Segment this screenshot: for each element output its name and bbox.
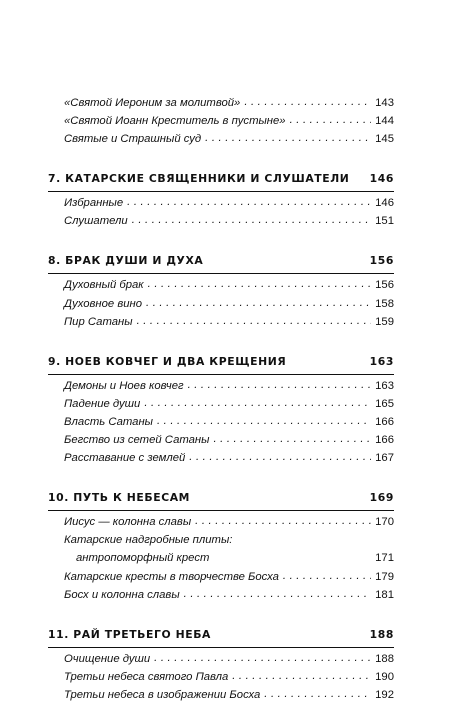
- toc-entry-page: 188: [375, 652, 394, 665]
- toc-entry[interactable]: [48, 531, 394, 567]
- toc-entry-title: Катарские кресты в творчестве Босха: [64, 570, 279, 583]
- toc-entry-title: Третьи небеса в изображении Босха: [64, 688, 261, 701]
- dot-leader: [189, 448, 371, 466]
- toc-entry-title: Босх и колонна славы: [64, 588, 180, 601]
- toc-entry-page: 144: [375, 115, 394, 128]
- toc-entry[interactable]: [48, 130, 394, 148]
- dot-leader: [195, 512, 371, 530]
- toc-entry-page: 143: [375, 97, 394, 109]
- chapter-heading[interactable]: [48, 170, 394, 192]
- toc-entry-page: 163: [375, 379, 394, 392]
- dot-leader: [188, 376, 372, 394]
- dot-leader: [205, 129, 371, 147]
- toc-entry-page: 181: [375, 588, 394, 601]
- chapter-page: 188: [369, 627, 394, 641]
- toc-entry[interactable]: [48, 650, 394, 668]
- chapter-page: 169: [369, 491, 394, 505]
- toc-entry-page: 145: [375, 133, 394, 146]
- dot-leader: [232, 667, 371, 685]
- toc-entry[interactable]: [48, 586, 394, 604]
- dot-leader: [137, 312, 372, 330]
- toc-entry[interactable]: [48, 568, 394, 586]
- toc-entry-title: «Святой Иоанн Креститель в пустыне»: [64, 115, 286, 128]
- dot-leader: [144, 394, 371, 412]
- toc-entry[interactable]: [48, 276, 394, 294]
- toc-entry-page: 190: [375, 670, 394, 683]
- chapter-heading[interactable]: [48, 489, 394, 511]
- chapter-heading[interactable]: [48, 353, 394, 375]
- toc-entry[interactable]: [48, 212, 394, 230]
- toc-entry-page: 165: [375, 397, 394, 410]
- toc-entry-title-continued: антропоморфный крест: [76, 552, 210, 565]
- dot-leader: [146, 294, 371, 312]
- toc-entry[interactable]: [48, 686, 394, 704]
- toc-entry-page: 156: [375, 279, 394, 292]
- chapter-title: 8. БРАК ДУШИ И ДУХА: [48, 254, 204, 268]
- toc-entry[interactable]: [48, 413, 394, 431]
- chapter-page: 156: [369, 254, 394, 268]
- dot-leader: [283, 567, 371, 585]
- toc-entry-title: Демоны и Ноев ковчег: [64, 379, 184, 392]
- toc-entry[interactable]: [48, 449, 394, 467]
- chapter-page: 146: [369, 172, 394, 186]
- chapter-page: 163: [369, 354, 394, 368]
- toc-entry[interactable]: [48, 377, 394, 395]
- toc-entry-title: Падение души: [64, 397, 141, 410]
- toc-entry-page: 179: [375, 570, 394, 583]
- toc-entry-page: 170: [375, 516, 394, 529]
- dot-leader: [132, 211, 371, 229]
- toc-entry-page: 166: [375, 434, 394, 447]
- dot-leader: [264, 685, 371, 703]
- toc-entry-title: Святые и Страшный суд: [64, 133, 202, 146]
- toc-entry-title: Пир Сатаны: [64, 315, 133, 328]
- toc-entry-page: 166: [375, 415, 394, 428]
- chapter-heading[interactable]: [48, 626, 394, 648]
- toc-entry-title: Духовный брак: [64, 279, 144, 292]
- table-of-contents: [48, 94, 394, 704]
- toc-entry-page: 171: [375, 552, 394, 565]
- toc-entry[interactable]: [48, 313, 394, 331]
- dot-leader: [290, 111, 372, 129]
- chapter-heading[interactable]: [48, 252, 394, 274]
- dot-leader: [127, 193, 371, 211]
- dot-leader: [213, 430, 371, 448]
- toc-entry-title: Расставание с землей: [64, 452, 186, 465]
- chapter-title: 10. ПУТЬ К НЕБЕСАМ: [48, 491, 191, 505]
- toc-entry-title: Духовное вино: [64, 297, 143, 310]
- dot-leader: [184, 585, 372, 603]
- toc-entry-title: «Святой Иероним за молитвой»: [64, 97, 241, 109]
- toc-entry[interactable]: [48, 431, 394, 449]
- toc-entry-title: Иисус — колонна славы: [64, 516, 192, 529]
- toc-entry-title: Власть Сатаны: [64, 415, 153, 428]
- toc-entry-title: Третьи небеса святого Павла: [64, 670, 229, 683]
- chapter-title: 11. РАЙ ТРЕТЬЕГО НЕБА: [48, 627, 211, 641]
- toc-entry[interactable]: [48, 395, 394, 413]
- dot-leader: [244, 93, 371, 111]
- toc-entry-page: 158: [375, 297, 394, 310]
- dot-leader: [148, 275, 372, 293]
- toc-entry-page: 151: [375, 215, 394, 228]
- toc-entry[interactable]: [48, 513, 394, 531]
- toc-entry-title: Слушатели: [64, 215, 128, 228]
- chapter-title: 9. НОЕВ КОВЧЕГ И ДВА КРЕЩЕНИЯ: [48, 354, 287, 368]
- toc-entry[interactable]: [48, 112, 394, 130]
- dot-leader: [154, 649, 371, 667]
- toc-entry-title: Катарские надгробные плиты:: [64, 534, 233, 547]
- toc-entry-title: Бегство из сетей Сатаны: [64, 434, 210, 447]
- toc-entry-title: Очищение души: [64, 652, 151, 665]
- toc-entry[interactable]: [48, 94, 394, 112]
- toc-entry-page: 159: [375, 315, 394, 328]
- toc-entry[interactable]: [48, 295, 394, 313]
- dot-leader: [157, 412, 371, 430]
- toc-entry-page: 192: [375, 688, 394, 701]
- toc-entry-title: Избранные: [64, 197, 124, 210]
- toc-entry[interactable]: [48, 194, 394, 212]
- toc-entry-page: 146: [375, 197, 394, 210]
- toc-entry[interactable]: [48, 668, 394, 686]
- toc-entry-page: 167: [375, 452, 394, 465]
- chapter-title: 7. КАТАРСКИЕ СВЯЩЕННИКИ И СЛУШАТЕЛИ: [48, 172, 350, 186]
